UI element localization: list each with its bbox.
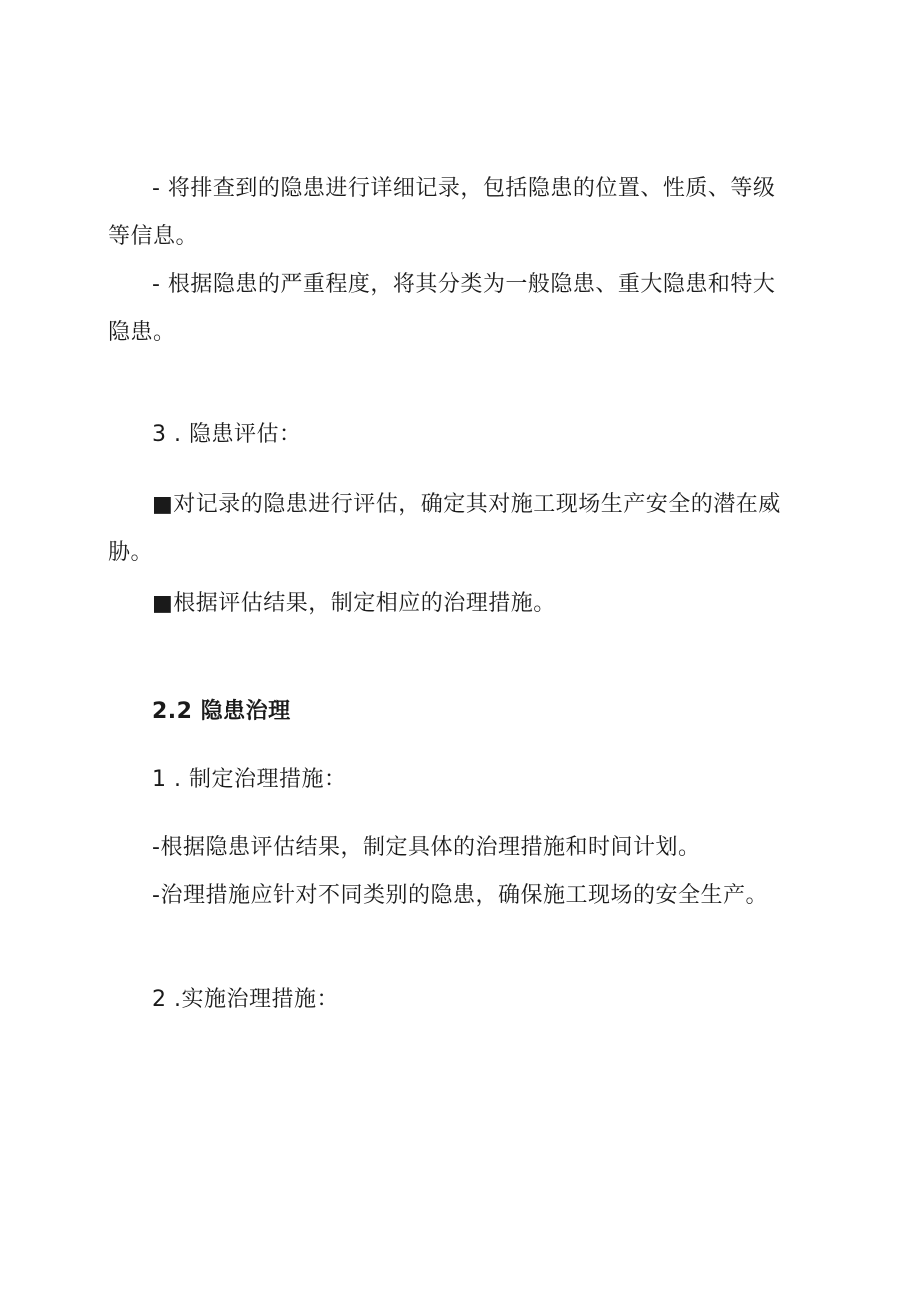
section-3-heading: 3 . 隐患评估： [152, 422, 302, 447]
bullet-classify-line-2: 隐患。 [108, 320, 176, 345]
bullet-record-line-1: - 将排查到的隐患进行详细记录，包括隐患的位置、性质、等级 [152, 176, 776, 201]
section-2-2-heading: 2.2 隐患治理 [152, 699, 291, 724]
bullet-plan: -根据隐患评估结果，制定具体的治理措施和时间计划。 [152, 835, 701, 860]
bullet-record-line-2: 等信息。 [108, 224, 199, 249]
section-2-heading: 2 .实施治理措施： [152, 987, 339, 1012]
bullet-classify-line-1: - 根据隐患的严重程度，将其分类为一般隐患、重大隐患和特大 [152, 272, 776, 297]
bullet-evaluate-line-2: 胁。 [108, 540, 154, 565]
bullet-evaluate-line-1: ■对记录的隐患进行评估，确定其对施工现场生产安全的潜在威 [152, 492, 781, 517]
bullet-target: -治理措施应针对不同类别的隐患，确保施工现场的安全生产。 [152, 883, 768, 908]
bullet-measures: ■根据评估结果，制定相应的治理措施。 [152, 591, 556, 616]
section-1-heading: 1 . 制定治理措施： [152, 767, 347, 792]
